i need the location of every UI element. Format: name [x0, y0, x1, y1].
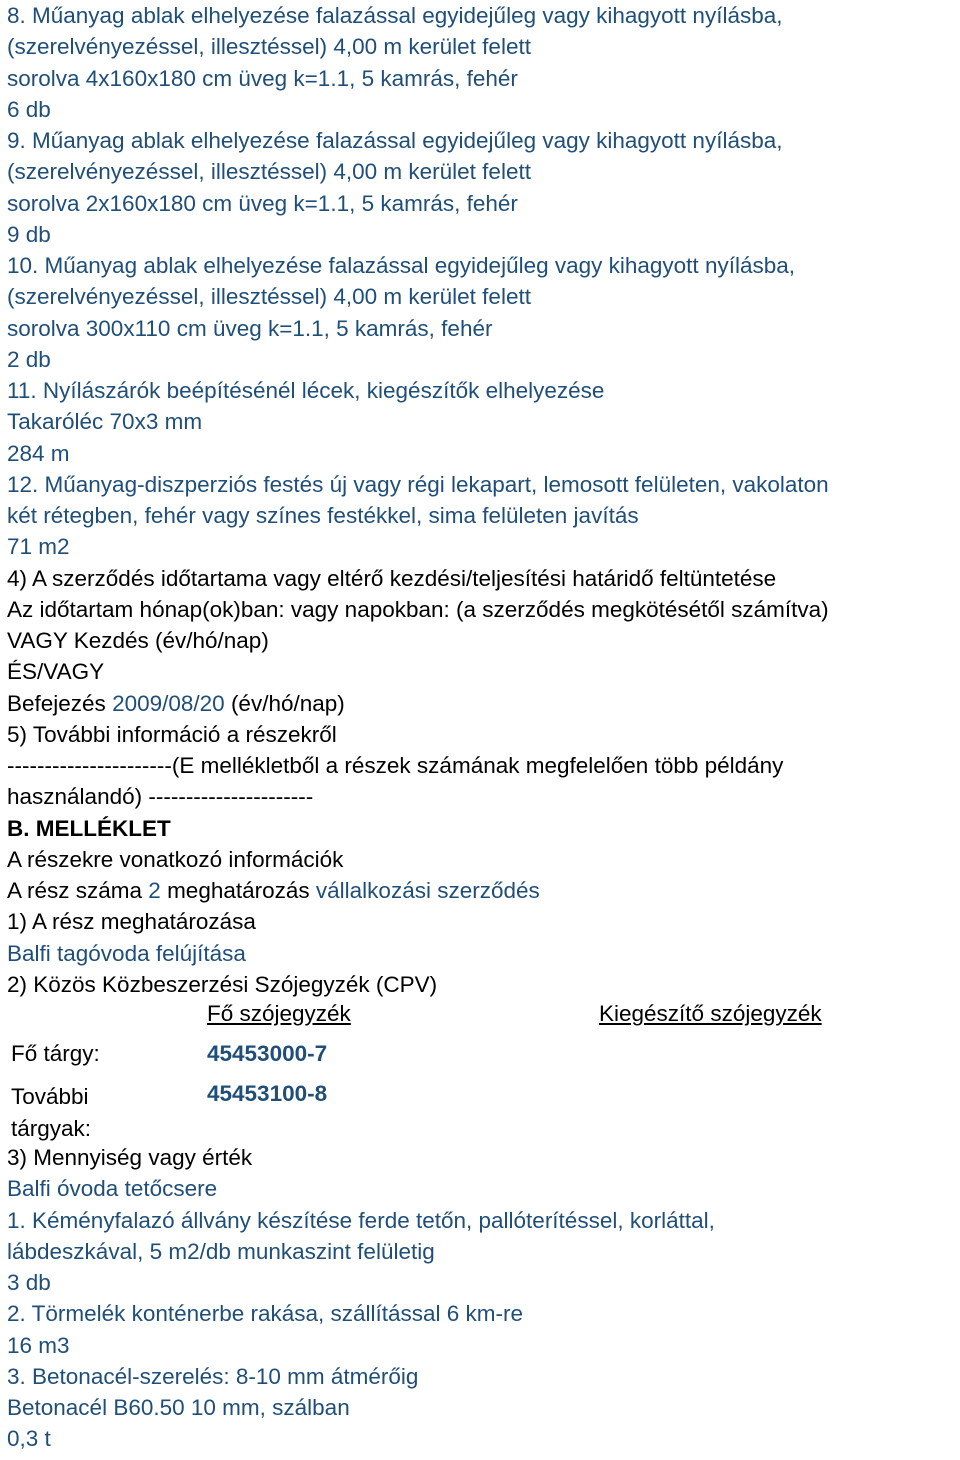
completion-date-line — [7, 688, 957, 719]
completion-date: 2009/08/20 — [112, 690, 225, 716]
text-line: Betonacél B60.50 10 mm, szálban — [7, 1395, 350, 1420]
contract-type: vállalkozási szerződés — [315, 878, 540, 903]
text-line: 3. Betonacél-szerelés: 8-10 mm átmérőig — [7, 1363, 419, 1389]
text-line: 284 m — [7, 440, 70, 466]
text-line: 10. Műanyag ablak elhelyezése falazással egyidejűleg vagy kihagyott nyílásba, — [7, 253, 795, 278]
text-line: 1) A rész meghatározása — [7, 909, 256, 935]
text-line: (szerelvényezéssel, illesztéssel) 4,00 m kerület felett — [7, 34, 531, 60]
text-line: ÉS/VAGY — [7, 659, 105, 685]
text-line: 11. Nyílászárók beépítésénél lécek, kiegészítők elhelyezése — [7, 378, 605, 403]
document-page — [7, 0, 957, 1455]
part-number: 2 — [148, 878, 161, 903]
cpv-main-object-label: Fő tárgy: — [11, 1041, 100, 1066]
cpv-main-object-code: 45453000-7 — [207, 1041, 328, 1066]
cpv-other-objects-label: További tárgyak: — [11, 1084, 92, 1141]
text-line: Takaróléc 70x3 mm — [7, 409, 203, 435]
cpv-other-objects-code: 45453100-8 — [207, 1081, 328, 1106]
text-line: (szerelvényezéssel, illesztéssel) 4,00 m kerület felett — [7, 284, 531, 310]
part-definition-label: meghatározás — [160, 878, 316, 903]
text-line: használandó) ---------------------- — [7, 784, 314, 810]
text-line: VAGY Kezdés (év/hó/nap) — [7, 628, 269, 653]
section-part-definition — [7, 906, 957, 1000]
text-line: 9. Műanyag ablak elhelyezése falazással egyidejűleg vagy kihagyott nyílásba, — [7, 128, 783, 153]
text-line: Balfi óvoda tetőcsere — [7, 1176, 218, 1202]
cpv-main-header: Fő szójegyzék — [207, 1001, 351, 1026]
text-line: sorolva 4x160x180 cm üveg k=1.1, 5 kamrás, fehér — [7, 65, 518, 91]
text-line: két rétegben, fehér vagy színes festékkel, sima felületen javítás — [7, 503, 639, 528]
text-line: 3) Mennyiség vagy érték — [7, 1145, 253, 1170]
text-line: 16 m3 — [7, 1332, 70, 1358]
text-line: 71 m2 — [7, 534, 70, 560]
text-line: ----------------------(E mellékletből a részek számának megfelelően több példány — [7, 753, 784, 778]
text-line: 2. Törmelék konténerbe rakása, szállítással 6 km-re — [7, 1301, 524, 1327]
text-line: sorolva 2x160x180 cm üveg k=1.1, 5 kamrás, fehér — [7, 190, 518, 216]
text-line: 6 db — [7, 96, 51, 122]
text-line: 4) A szerződés időtartama vagy eltérő kezdési/teljesítési határidő feltüntetése — [7, 565, 777, 591]
section-annex-intro — [7, 719, 957, 875]
text-line: 9 db — [7, 221, 51, 247]
text-line: 2) Közös Közbeszerzési Szójegyzék (CPV) — [7, 971, 438, 997]
completion-label: Befejezés — [7, 690, 113, 716]
section-quantity — [7, 1142, 957, 1455]
text-line: (szerelvényezéssel, illesztéssel) 4,00 m kerület felett — [7, 159, 531, 185]
section-window-items — [7, 0, 957, 688]
cpv-table — [7, 1000, 957, 1142]
text-line: 8. Műanyag ablak elhelyezése falazással egyidejűleg vagy kihagyott nyílásba, — [7, 3, 783, 28]
text-line: 5) További információ a részekről — [7, 721, 337, 747]
part-number-line — [7, 875, 957, 906]
part-number-label: A rész száma — [7, 878, 149, 903]
completion-format: (év/hó/nap) — [224, 690, 345, 716]
text-line: 2 db — [7, 346, 51, 372]
text-line: 3 db — [7, 1270, 51, 1295]
text-line: lábdeszkával, 5 m2/db munkaszint felületig — [7, 1238, 435, 1264]
text-line: A részekre vonatkozó információk — [7, 846, 344, 872]
text-line: sorolva 300x110 cm üveg k=1.1, 5 kamrás, fehér — [7, 315, 493, 341]
text-line: 12. Műanyag-diszperziós festés új vagy régi lekapart, lemosott felületen, vakolaton — [7, 471, 829, 497]
cpv-supplementary-header: Kiegészítő szójegyzék — [599, 1001, 822, 1026]
text-line: B. MELLÉKLET — [7, 815, 171, 841]
text-line: 0,3 t — [7, 1426, 51, 1452]
text-line: Az időtartam hónap(ok)ban: vagy napokban: (a szerződés megkötésétől számítva) — [7, 596, 829, 622]
text-line: Balfi tagóvoda felújítása — [7, 940, 246, 966]
text-line: 1. Kéményfalazó állvány készítése ferde tetőn, pallóterítéssel, korláttal, — [7, 1207, 715, 1233]
